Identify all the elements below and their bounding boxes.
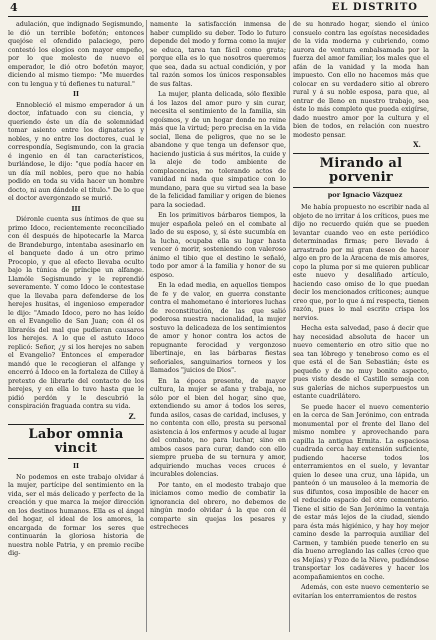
section-number: III [71,204,81,213]
paragraph: Se puede hacer el nuevo cementerio en la cerca de San Jerónimo, con entrada monumental por el frente del llano del mismo nombre y aprovechando para capilla la antigua Ermita. La espaciosa cuadrada cerca hay extensión suficiente, pudiendo hacerse todos los enterramientos en el suelo, y levantar quien lo desee una cruz, una lápida, un panteón ó un mausoleo á la memoria de sus difuntos, cosa imposible de hacer en el reducido espacio del otro cementerio. Tiene el sitio de San Jerónimo la ventaja de estar más lejos de la ciudad, siendo para ésta más higiénico, y hay hoy mejor camino desde la parroquia auxiliar del Carmen, y también puede tenerlo en su día bueno arreglando las calles (creo que es Mejías) y Pozo de la Nieve, pudiéndose transportar los cadáveres y hacer los acompañamientos en coche. [293,402,429,581]
section-number: II [73,90,79,98]
paragraph: En la edad media, en aquellos tiempos de fe y de valor, en guerra constante contra el mahometano é interiores luchas de reconstitución, de las que salió poderosa nuestra nacionalidad, la mujer sostuvo la delicadeza de los sentimientos de amor y honor contra los actos de repugnante ferocidad y vergonzoso libertinaje, en las bárbaras fiestas señoriales, sanguinarios torneos y los llamados "juicios de Dios". [150,281,286,374]
byline: por Ignacio Vázquez [327,190,403,199]
column-2 [150,20,286,635]
paragraph: En la época presente, de mayor cultura, la mujer se afana y trabaja, no sólo por el bien del hogar, sino que, extendiendo su amor á todos los seres, funda asilos, casas de caridad, incluses, y no contenta con ello, presta su personal asistencia á los enfermos y acude al lugar del combate, no para luchar, sino en ambos casos para curar, dando con ello siempre prueba de su ternura y amor, adquiriendo muchas veces cruces é incurables dolencias. [150,376,286,478]
column-rule [146,20,147,632]
paragraph: En los primitivos bárbaros tiempos, la mujer española peleó en el combate al lado de su esposo, y, si éste sucumbía en la lucha, ocupaba ella su lugar hasta vencer ó morir, sosteniendo con valeroso ánimo el tibio que el destino le señaló, todo por amor á la familia y honor de su esposo. [150,211,286,279]
paragraph: La mujer, planta delicada, sólo flexible á los lazos del amor puro y sin curar, necesita el sentimiento de la familia, sin egoísmos, y de un hogar donde no reine más que la virtud; pero precisa en la vida social, llena de peligros, que no se le abandone y que tenga un defensor que, haciendo justicia á sus méritos, la cuide y la aleje de todo ambiente de complacencias, no tolerando actos de vanidad ni nada que simpatice con lo mundano, para que su virtud sea la base de la felicidad familiar y origen de bienes para la sociedad. [150,90,286,209]
page-header [0,0,436,18]
article-title-box [8,424,144,459]
paragraph: Hecha esta salvedad, paso á decir que hay necesidad absoluta de hacer un nuevo cementerio en otro sitio que no sea tan lóbrego y tenebroso como es el que está el de San Sebastián; éste es pequeño y de no muy bonito aspecto, pues visto desde el Castillo semeja con sus galerías de nichos superpuestos un estante cuadrilátero. [293,324,429,400]
paragraph: Me había propuesto no escribir nada al objeto de no irritar á los críticos, pues me dijo no recuerdo quién que se pueden levantar cuando veo en este periódico determinadas firmas; pero llevado á arrastrado por mi gran deseo de hacer algo en pro de la Aracena de mis amores, copo la pluma por si me quieren publicar este nuevo y desaliñado artículo, haciendo caso omiso de lo que puedan decir los mencionados críticones; aunque creo que, por lo que á mí respecta, tienen razón, pues lo mal escrito crispa los nervios. [293,203,429,322]
signature: Z. [128,411,136,421]
article-title: Labor omnia vincit [28,427,124,456]
paragraph: Por tanto, en el modesto trabajo que iniciamos como medio de combatir la ignorancia del obrero, no debemos de ningún modo olvidar á la que con él comparte sin quejas los pesares y estrecheces [150,480,286,531]
masthead: EL DISTRITO [331,2,418,13]
column-3 [293,20,429,635]
article-title-box [293,153,429,188]
signature: X. [413,140,421,149]
paragraph: No podemos en este trabajo olvidar á la mujer, partícipe del sentimiento en la vida, ser el más delicado y perfecto de la creación y que marca la mejor dirección en los destinos humanos. Ella es el ángel del hogar, el ideal de los amores, la encargada de formar los seres que continuarán la gloriosa historia de nuestra noble Patria, y en premio recibe dig- [8,472,144,557]
paragraph: Ennobleció el mismo emperador á un doctor, infatuado con su ciencia, y queriendo éste un día de solemnidad tomar asiento entre los dignatarios y nobles, y no entre los doctores, cual le correspondía, Segismundo, con la gracia é ingenio en él tan característicos, burlándose, le dijo: "que podía hacer en un día mil nobles, pero que no había podido en toda su vida hacer un hombre docto, ni aun dándole el título." De lo que el doctor avergonzado se murió. [8,100,144,202]
article-title: Mirando al porvenir [319,155,403,185]
header-rule [8,16,428,17]
column-1 [8,20,144,635]
paragraph: namente la satisfacción inmensa de haber cumplido su deber. Todo lo futuro depende del modo y forma como la mujer se educa, tarea tan fácil como grata; porque ella es lo que nosotros queremos que sea, dada su actual condición, y por tal razón somos los únicos responsables de sus faltas. [150,20,286,88]
paragraph: adulación, que indignado Segismundo, le dió un terrible bofetón; entonces quejóse el ofendido palaciego, pero contestó los elogios con mayor empeño, por lo que molesto de nuevo el emperador, le dió otro bofetón mayor, diciendo al mismo tiempo: "Me muerdes con tu lengua y tú defienes tu natural." [8,20,144,88]
page-number: 4 [10,1,18,14]
paragraph: Además, con este nuevo cementerio se evitarían los enterramientos de restos [293,583,429,600]
section-number: II [73,462,79,470]
column-rule [289,20,290,632]
paragraph: Diéronle cuenta sus íntimos de que su primo Idoco, recientemente reconciliado con él después de hipotecarle la Marca de Brandeburgo, intentaba asesinarlo en el banquete dado á un otro primo Procopio, y que al efecto llevaba oculto bajo la túnica de príncipe un alfange. Llamóle Segismundo y le reprendió severamente. Y como Idoco le contestase que la llevaba para defenderse de los herejes husitas, el ingenioso emperador le dijo: "Amado Idoco, pero no has leído en el Evangelio de San Juan; con él os libraréis del mal que pudieran causaros los herejes. A lo que el astuto Idoco replicó: Señor, ¿y si los herejes no saben el Evangelio? Entonces el emperador mandó que le recogieran el alfange y encerró á Idoco en la fortaleza de Cilley á pretexto de librarle del contacto de los herejes, y en ella lo tuvo hasta que le pidió perdón y le descubrió la conspiración fraguada contra su vida. [8,215,144,410]
paragraph: de su honrado hogar, siendo el único consuelo contra las egoístas necesidades de la vida moderna y cubriendo, como aurora de ventura embalsamada por la fuerza del amor familiar, los males que el afán de la vanidad y la moda han impuesto. Con ello no hacemos más que colocar en su verdadero sitio al obrero rural y á su noble esposa, para que, al entrar de lleno en nuestro trabajo, sea éste lo más completo que pueda exigírse, dado nuestro amor por la cultura y el bien de todos, en relación con nuestro modesto pensar. [293,20,429,139]
